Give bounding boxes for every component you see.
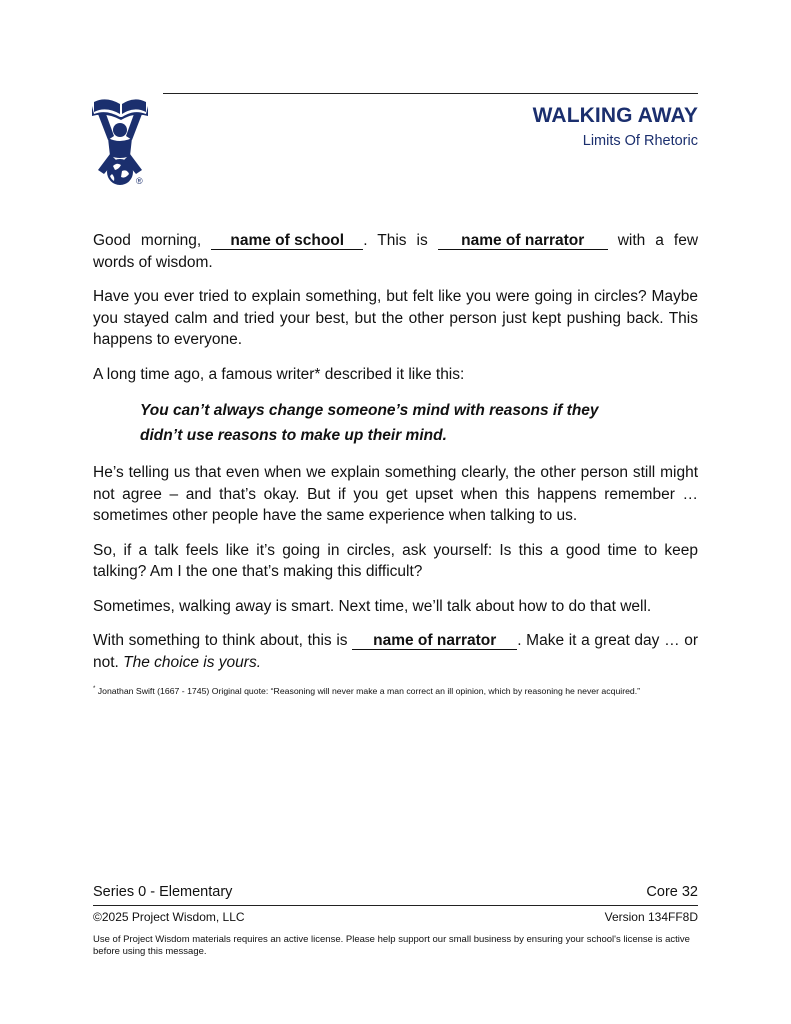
paragraph-questions: So, if a talk feels like it’s going in circles, ask yourself: Is this a good time to keep talking? Am I the one that’s making this difficult? <box>93 541 698 580</box>
core-label: Core 32 <box>646 884 698 900</box>
paragraph-writer: A long time ago, a famous writer* described it like this: <box>93 365 465 383</box>
paragraph-intro: Have you ever tried to explain something, but felt like you were going in circles? Maybe you stayed calm and tried your best, but the other person just kept pushing back. This happens to everyone. <box>93 288 698 348</box>
paragraph-walking-away: Sometimes, walking away is smart. Next time, we’ll talk about how to do that well. <box>93 597 652 615</box>
header-rule <box>163 93 698 94</box>
closing-tagline: The choice is yours. <box>123 653 262 671</box>
copyright: ©2025 Project Wisdom, LLC <box>93 910 245 924</box>
page-subtitle: Limits Of Rhetoric <box>582 133 698 149</box>
series-label: Series 0 - Elementary <box>93 884 233 900</box>
narrator-name-blank-closing: name of narrator <box>352 632 517 650</box>
paragraph-closing: With something to think about, this is name of narrator . Make it a great day … or not. The choice is yours. <box>93 632 699 671</box>
registered-mark: ® <box>136 176 143 186</box>
school-name-blank: name of school <box>211 232 363 250</box>
footnote-mark: * <box>93 686 96 692</box>
reader-globe-logo-icon <box>90 94 152 190</box>
footnote-text: Jonathan Swift (1667 - 1745) Original quote: “Reasoning will never make a man correct an ill opinion, which by reasoning he never acquired.” <box>97 685 641 696</box>
license-notice: Use of Project Wisdom materials requires an active license. Please help support our small business by ensuring your school's license is active before using this message. <box>93 934 690 957</box>
page-title: WALKING AWAY <box>532 104 698 127</box>
narrator-name-blank: name of narrator <box>438 232 608 250</box>
quote-line-1: You can’t always change someone’s mind with reasons if they <box>140 402 599 419</box>
version-label: Version 134FF8D <box>604 910 698 924</box>
quote-block <box>140 398 698 448</box>
paragraph-greeting: Good morning, name of school . This is name of narrator with a few words of wisdom. <box>93 232 699 271</box>
message-body <box>93 230 698 697</box>
paragraph-explanation: He’s telling us that even when we explain something clearly, the other person still might not agree – and that’s okay. But if you get upset when this happens remember … sometimes other people have the same experience when talking to us. <box>93 464 698 524</box>
footnote <box>93 684 698 697</box>
footer-rule <box>93 905 698 906</box>
quote-line-2: didn’t use reasons to make up their mind. <box>140 427 447 444</box>
